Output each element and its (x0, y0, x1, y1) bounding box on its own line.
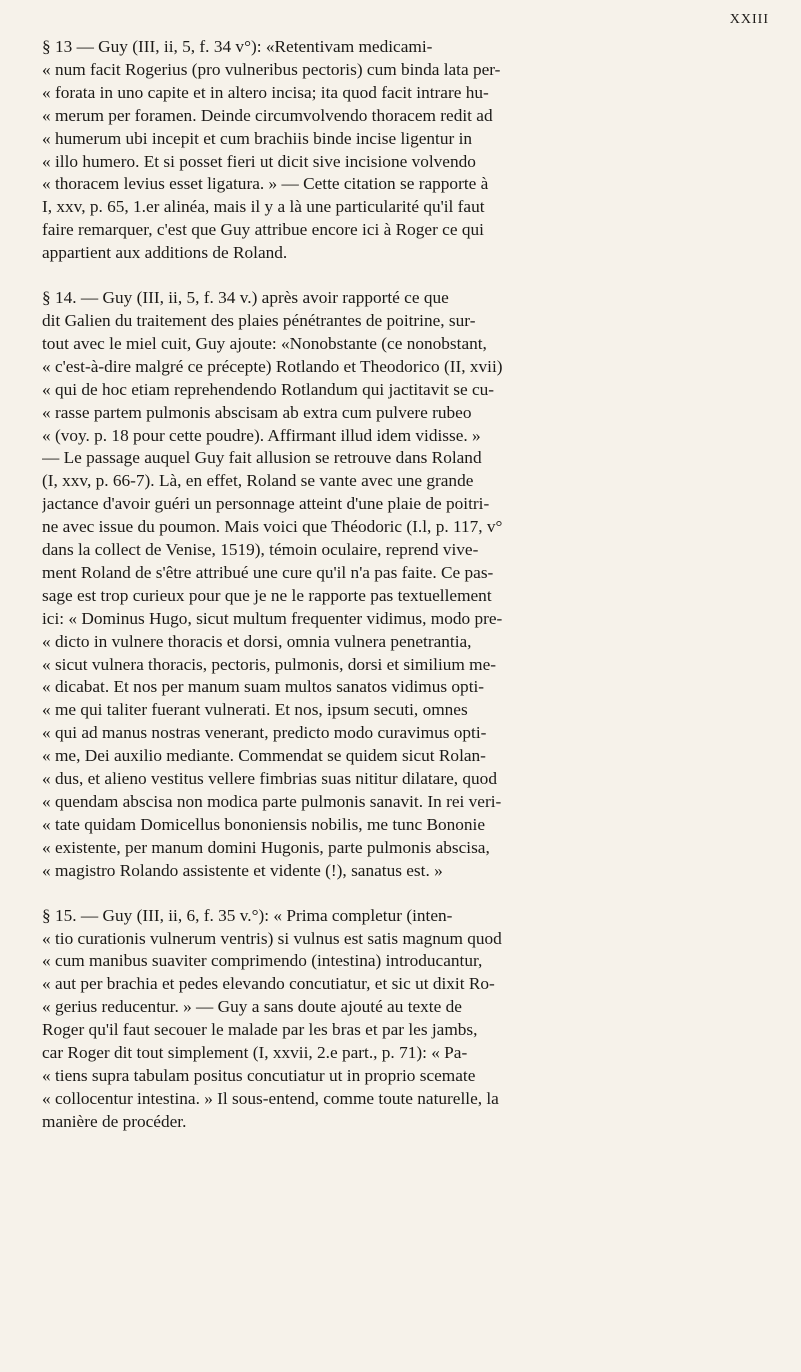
text-line: « rasse partem pulmonis abscisam ab extra cum pulvere rubeo (42, 402, 472, 422)
paragraph-section-14 (42, 287, 764, 883)
text-line: tout avec le miel cuit, Guy ajoute: «Nonobstante (ce nonobstant, (42, 333, 487, 353)
text-line: « aut per brachia et pedes elevando concutiatur, et sic ut dixit Ro- (42, 974, 495, 994)
text-line: « me, Dei auxilio mediante. Commendat se quidem sicut Rolan- (42, 746, 486, 766)
text-line: « c'est-à-dire malgré ce précepte) Rotlando et Theodorico (II, xvii) (42, 356, 503, 376)
text-line: « (voy. p. 18 pour cette poudre). Affirmant illud idem vidisse. » (42, 425, 481, 445)
text-line: ment Roland de s'être attribué une cure qu'il n'a pas faite. Ce pas- (42, 562, 494, 582)
text-line: faire remarquer, c'est que Guy attribue encore ici à Roger ce qui (42, 220, 484, 240)
text-line: « dus, et alieno vestitus vellere fimbrias suas nititur dilatare, quod (42, 769, 497, 789)
text-line: (I, xxv, p. 66-7). Là, en effet, Roland se vante avec une grande (42, 471, 474, 491)
text-line: « collocentur intestina. » Il sous-entend, comme toute naturelle, la (42, 1088, 499, 1108)
text-line: ici: « Dominus Hugo, sicut multum frequenter vidimus, modo pre- (42, 608, 503, 628)
text-line: ne avec issue du poumon. Mais voici que Théodoric (I.l, p. 117, v° (42, 517, 503, 537)
text-line: dans la collect de Venise, 1519), témoin oculaire, reprend vive- (42, 540, 479, 560)
text-line: « merum per foramen. Deinde circumvolvendo thoracem redit ad (42, 105, 493, 125)
text-line: « illo humero. Et si posset fieri ut dicit sive incisione volvendo (42, 151, 476, 171)
text-line: « dicabat. Et nos per manum suam multos sanatos vidimus opti- (42, 677, 485, 697)
text-line: « forata in uno capite et in altero incisa; ita quod facit intrare hu- (42, 82, 489, 102)
text-line: « quendam abscisa non modica parte pulmonis sanavit. In rei veri- (42, 792, 502, 811)
paragraph-section-15 (42, 905, 764, 1134)
text-line: I, xxv, p. 65, 1.er alinéa, mais il y a là une particularité qu'il faut (42, 197, 485, 217)
text-line: « thoracem levius esset ligatura. » — Cette citation se rapporte à (42, 174, 489, 194)
page-content (42, 36, 764, 1134)
paragraph-gap (42, 265, 764, 287)
text-line: « humerum ubi incepit et cum brachiis binde incise ligentur in (42, 128, 473, 148)
text-line: « qui de hoc etiam reprehendendo Rotlandum qui jactitavit se cu- (42, 379, 495, 399)
text-line: sage est trop curieux pour que je ne le rapporte pas textuellement (42, 585, 492, 605)
text-line: « existente, per manum domini Hugonis, parte pulmonis abscisa, (42, 837, 490, 857)
text-line: « tio curationis vulnerum ventris) si vulnus est satis magnum quod (42, 928, 502, 948)
text-line: « sicut vulnera thoracis, pectoris, pulmonis, dorsi et similium me- (42, 654, 497, 674)
page-number: XXIII (729, 12, 769, 27)
text-line: dit Galien du traitement des plaies pénétrantes de poitrine, sur- (42, 310, 476, 330)
text-line: « magistro Rolando assistente et vidente (!), sanatus est. » (42, 860, 443, 880)
text-line: § 14. — Guy (III, ii, 5, f. 34 v.) après avoir rapporté ce que (42, 288, 449, 308)
text-line: jactance d'avoir guéri un personnage atteint d'une plaie de poitri- (42, 494, 490, 514)
text-line: § 15. — Guy (III, ii, 6, f. 35 v.°): « Prima completur (inten- (42, 905, 453, 925)
text-line: Roger qu'il faut secouer le malade par les bras et par les jambs, (42, 1020, 478, 1040)
text-line: « num facit Rogerius (pro vulneribus pectoris) cum binda lata per- (42, 59, 501, 79)
text-line: manière de procéder. (42, 1111, 187, 1131)
text-line: « tate quidam Domicellus bononiensis nobilis, me tunc Bononie (42, 814, 486, 834)
text-line: — Le passage auquel Guy fait allusion se retrouve dans Roland (42, 448, 482, 468)
text-line: appartient aux additions de Roland. (42, 243, 288, 263)
text-line: car Roger dit tout simplement (I, xxvii, 2.e part., p. 71): « Pa- (42, 1043, 468, 1063)
paragraph-section-13 (42, 36, 764, 265)
text-line: « tiens supra tabulam positus concutiatur ut in proprio scemate (42, 1065, 476, 1085)
text-line: « dicto in vulnere thoracis et dorsi, omnia vulnera penetrantia, (42, 631, 472, 651)
text-line: § 13 — Guy (III, ii, 5, f. 34 v°): «Retentivam medicami- (42, 37, 433, 56)
paragraph-gap (42, 883, 764, 905)
text-line: « gerius reducentur. » — Guy a sans doute ajouté au texte de (42, 997, 462, 1017)
text-line: « me qui taliter fuerant vulnerati. Et nos, ipsum secuti, omnes (42, 700, 468, 720)
text-line: « qui ad manus nostras venerant, predicto modo curavimus opti- (42, 723, 487, 743)
text-line: « cum manibus suaviter comprimendo (intestina) introducantur, (42, 951, 483, 971)
